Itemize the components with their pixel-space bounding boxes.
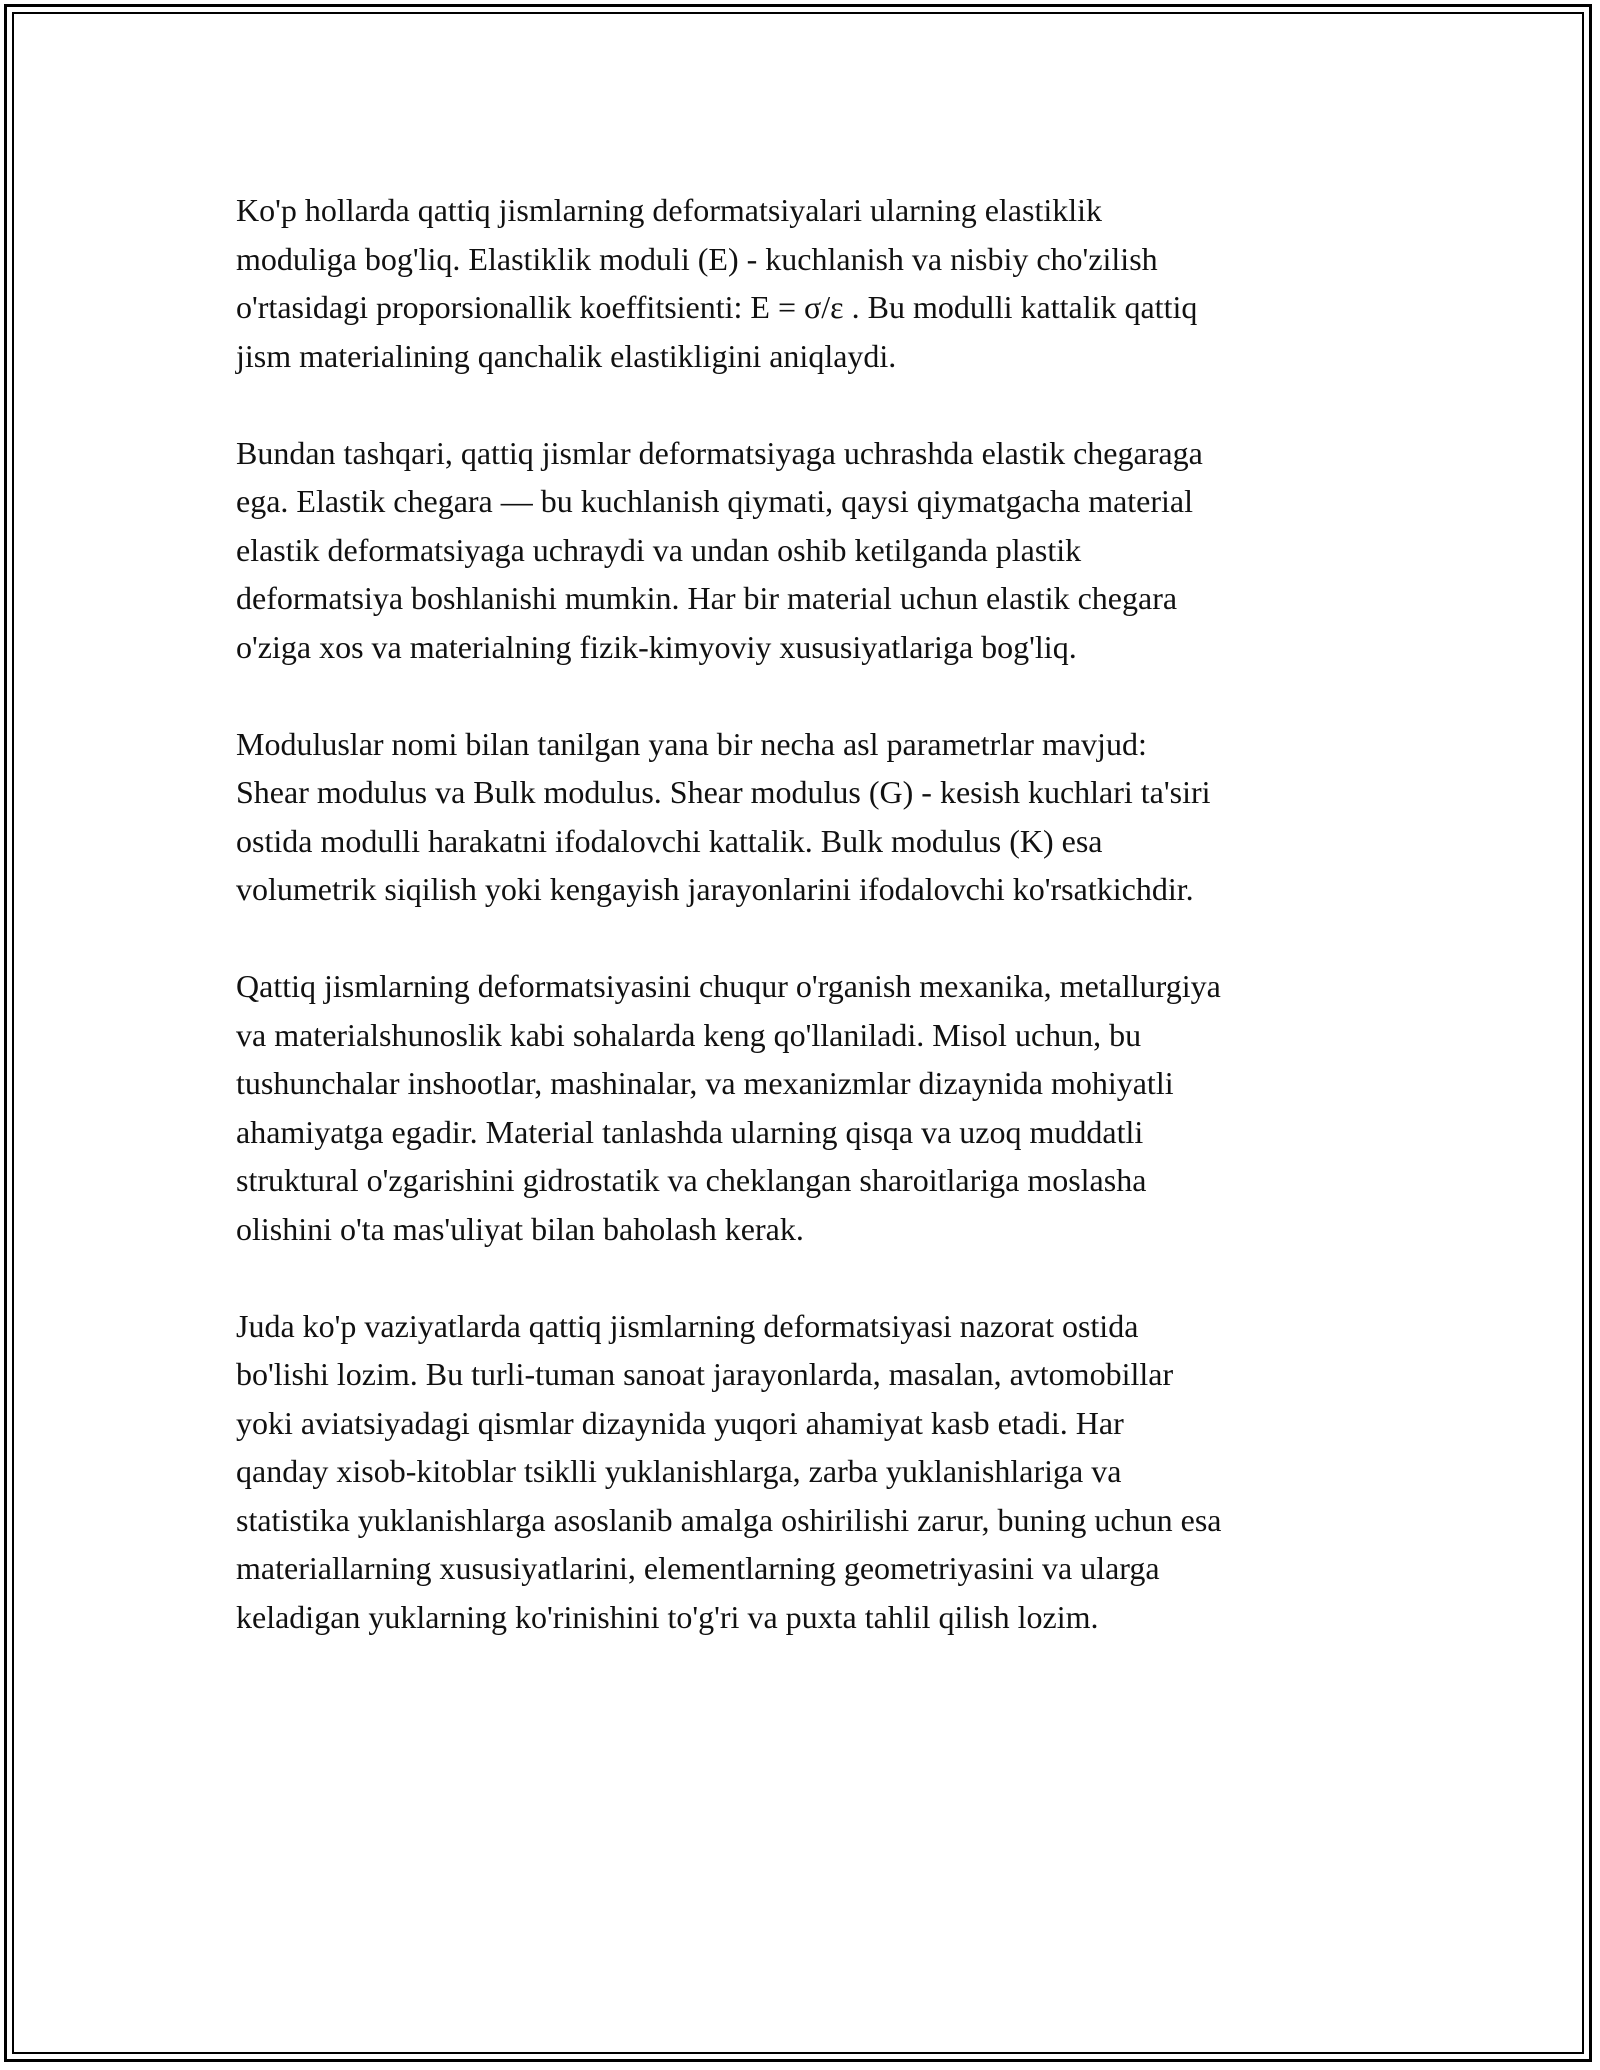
text-line: ega. Elastik chegara — bu kuchlanish qiymati, qaysi qiymatgacha material <box>236 483 1194 519</box>
text-line: moduliga bog'liq. Elastiklik moduli (E) - kuchlanish va nisbiy cho'zilish <box>236 240 1158 277</box>
text-line: olishini o'ta mas'uliyat bilan baholash kerak. <box>236 1210 804 1247</box>
text-line: jism materialining qanchalik elastikligini aniqlaydi. <box>236 337 897 374</box>
text-line: o'ziga xos va materialning fizik-kimyoviy xususiyatlariga bog'liq. <box>236 628 1077 665</box>
text-line: materiallarning xususiyatlarini, elementlarning geometriyasini va ularga <box>236 1550 1160 1586</box>
text-line: o'rtasidagi proporsionallik koeffitsienti: E = σ/ε . Bu modulli kattalik qattiq <box>236 289 1198 325</box>
text-line: va materialshunoslik kabi sohalarda keng qo'llaniladi. Misol uchun, bu <box>236 1016 1142 1053</box>
text-line: elastik deformatsiyaga uchraydi va undan oshib ketilganda plastik <box>236 531 1082 568</box>
paragraph-5 <box>236 1302 1376 1642</box>
paragraph-3 <box>236 720 1376 914</box>
document-body <box>236 186 1376 1690</box>
text-line: struktural o'zgarishini gidrostatik va cheklangan sharoitlariga moslasha <box>236 1162 1147 1198</box>
text-line: Moduluslar nomi bilan tanilgan yana bir necha asl parametrlar mavjud: <box>236 725 1147 762</box>
text-line: qanday xisob-kitoblar tsiklli yuklanishlarga, zarba yuklanishlariga va <box>236 1453 1122 1489</box>
paragraph-2 <box>236 429 1376 672</box>
paragraph-1 <box>236 186 1376 380</box>
text-line: Juda ko'p vaziyatlarda qattiq jismlarning deformatsiyasi nazorat ostida <box>236 1307 1139 1344</box>
text-line: Shear modulus va Bulk modulus. Shear modulus (G) - kesish kuchlari ta'siri <box>236 774 1211 810</box>
text-line: volumetrik siqilish yoki kengayish jarayonlarini ifodalovchi ko'rsatkichdir. <box>236 871 1194 907</box>
text-line: bo'lishi lozim. Bu turli-tuman sanoat jarayonlarda, masalan, avtomobillar <box>236 1356 1174 1392</box>
text-line: ostida modulli harakatni ifodalovchi kattalik. Bulk modulus (K) esa <box>236 822 1103 859</box>
text-line: Bundan tashqari, qattiq jismlar deformatsiyaga uchrashda elastik chegaraga <box>236 434 1203 471</box>
text-line: deformatsiya boshlanishi mumkin. Har bir material uchun elastik chegara <box>236 580 1178 616</box>
text-line: tushunchalar inshootlar, mashinalar, va mexanizmlar dizaynida mohiyatli <box>236 1065 1174 1101</box>
text-line: statistika yuklanishlarga asoslanib amalga oshirilishi zarur, buning uchun esa <box>236 1501 1222 1538</box>
text-line: Ko'p hollarda qattiq jismlarning deformatsiyalari ularning elastiklik <box>236 192 1102 228</box>
text-line: ahamiyatga egadir. Material tanlashda ularning qisqa va uzoq muddatli <box>236 1113 1144 1150</box>
text-line: Qattiq jismlarning deformatsiyasini chuqur o'rganish mexanika, metallurgiya <box>236 968 1221 1004</box>
paragraph-4 <box>236 962 1376 1253</box>
text-line: keladigan yuklarning ko'rinishini to'g'ri va puxta tahlil qilish lozim. <box>236 1598 1099 1635</box>
text-line: yoki aviatsiyadagi qismlar dizaynida yuqori ahamiyat kasb etadi. Har <box>236 1404 1124 1441</box>
